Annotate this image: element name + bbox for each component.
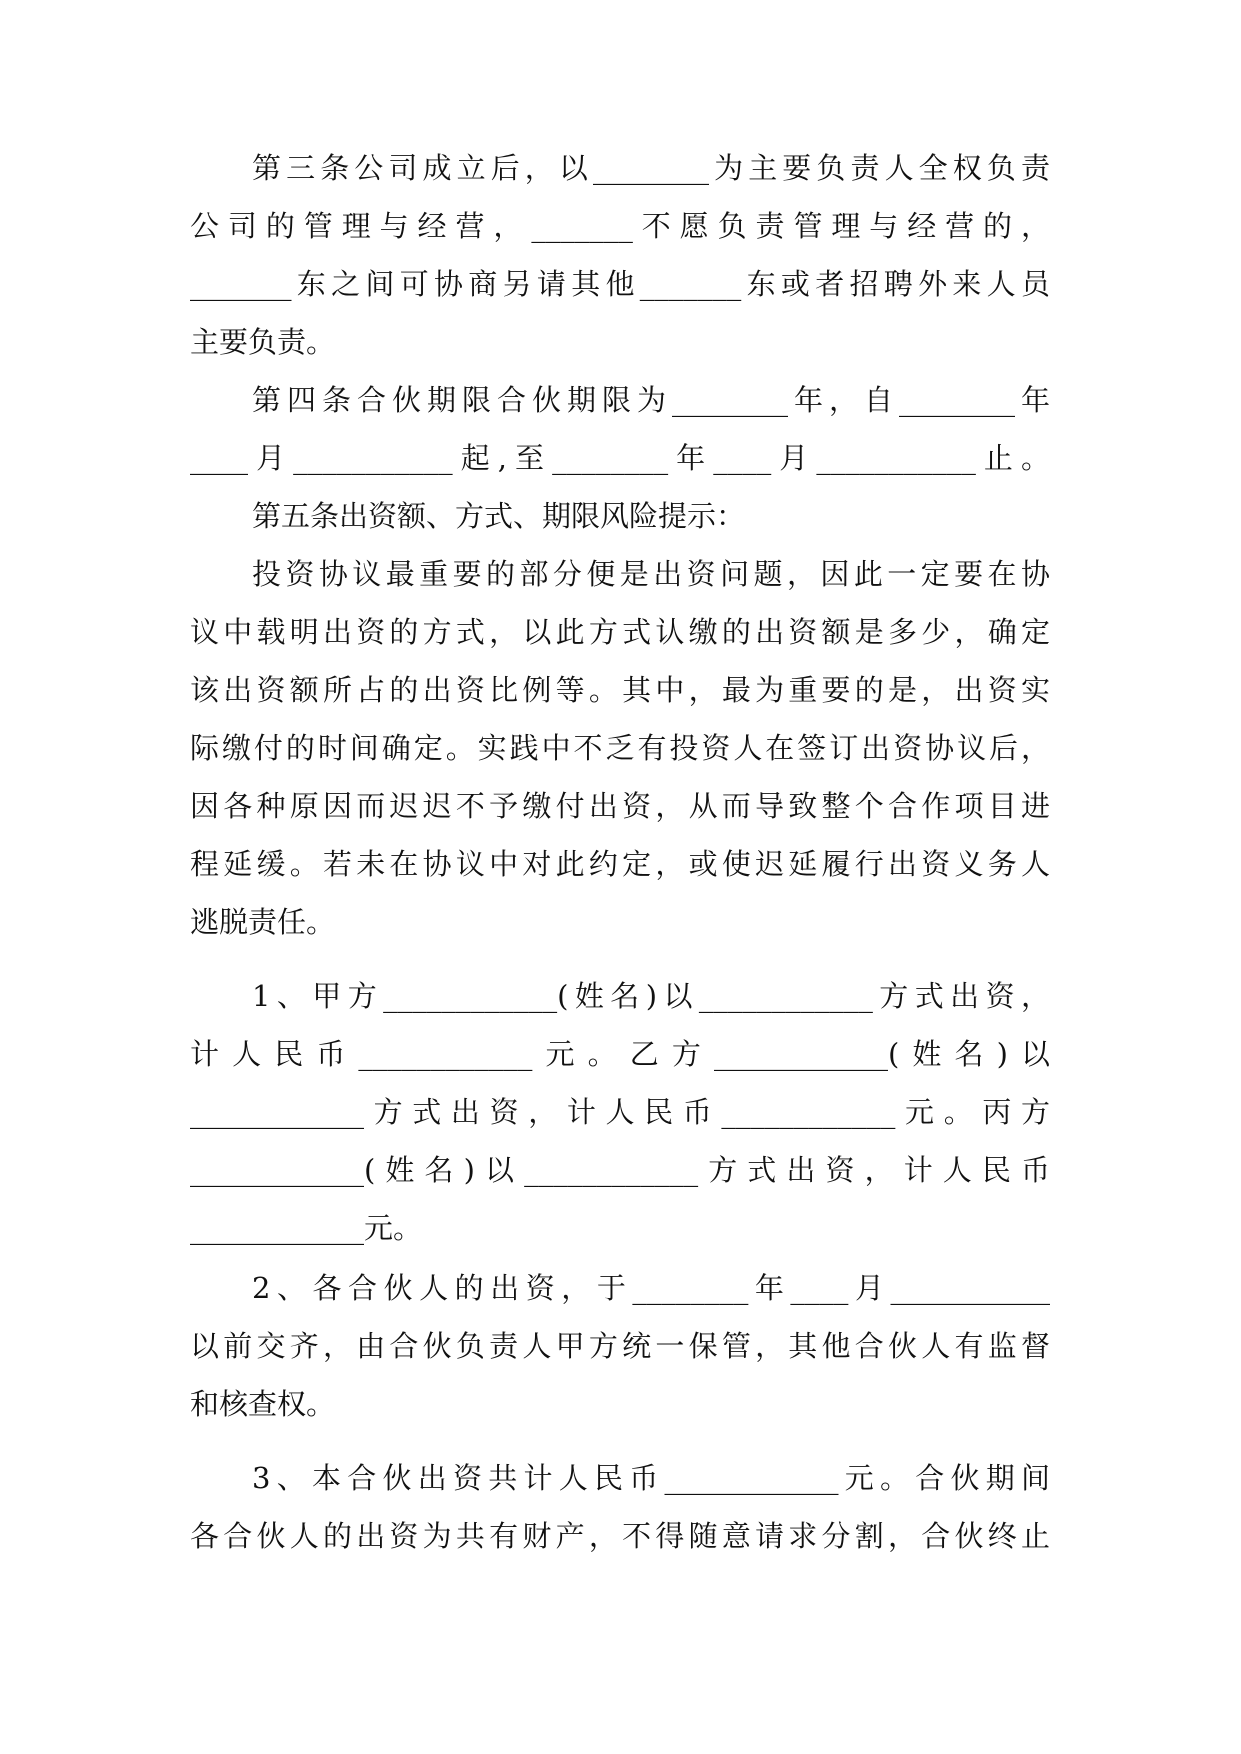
text-line: 和核查权。 xyxy=(190,1387,336,1421)
text-line: 公司的管理与经营，_______不愿负责管理与经营的， xyxy=(190,209,1050,243)
text-line: 各合伙人的出资为共有财产，不得随意请求分割，合伙终止 xyxy=(190,1519,1050,1553)
text-line: 投资协议最重要的部分便是出资问题，因此一定要在协 xyxy=(252,557,1050,591)
text-line: 计人民币____________元。乙方____________(姓名)以 xyxy=(190,1037,1050,1071)
text-line: 以前交齐，由合伙负责人甲方统一保管，其他合伙人有监督 xyxy=(190,1329,1050,1363)
text-line: ____________元。 xyxy=(190,1211,423,1245)
text-line: ____________(姓名)以____________方式出资，计人民币 xyxy=(190,1153,1050,1187)
text-line: 逃脱责任。 xyxy=(190,905,336,939)
text-line: 程延缓。若未在协议中对此约定，或使迟延履行出资义务人 xyxy=(190,847,1050,881)
text-line: 2、各合伙人的出资，于________年____月___________ xyxy=(252,1271,1050,1305)
text-line: 第五条出资额、方式、期限风险提示： xyxy=(252,499,746,533)
text-line: _______东之间可协商另请其他_______东或者招聘外来人员 xyxy=(190,267,1050,301)
text-line: 该出资额所占的出资比例等。其中，最为重要的是，出资实 xyxy=(190,673,1050,707)
text-line: 主要负责。 xyxy=(190,325,336,359)
text-line: 第四条合伙期限合伙期限为________年，自________年 xyxy=(252,383,1050,417)
text-line: 第三条公司成立后，以________为主要负责人全权负责 xyxy=(252,151,1050,185)
text-line: 1、甲方____________(姓名)以____________方式出资， xyxy=(252,979,1050,1013)
text-line: 3、本合伙出资共计人民币____________元。合伙期间 xyxy=(252,1461,1050,1495)
text-line: 议中载明出资的方式，以此方式认缴的出资额是多少，确定 xyxy=(190,615,1050,649)
text-line: ____________方式出资，计人民币____________元。丙方 xyxy=(190,1095,1050,1129)
text-line: 际缴付的时间确定。实践中不乏有投资人在签订出资协议后， xyxy=(190,731,1050,765)
text-line: 因各种原因而迟迟不予缴付出资，从而导致整个合作项目进 xyxy=(190,789,1050,823)
text-line: ____月___________起,至________年____月___________止。 xyxy=(190,441,1050,475)
